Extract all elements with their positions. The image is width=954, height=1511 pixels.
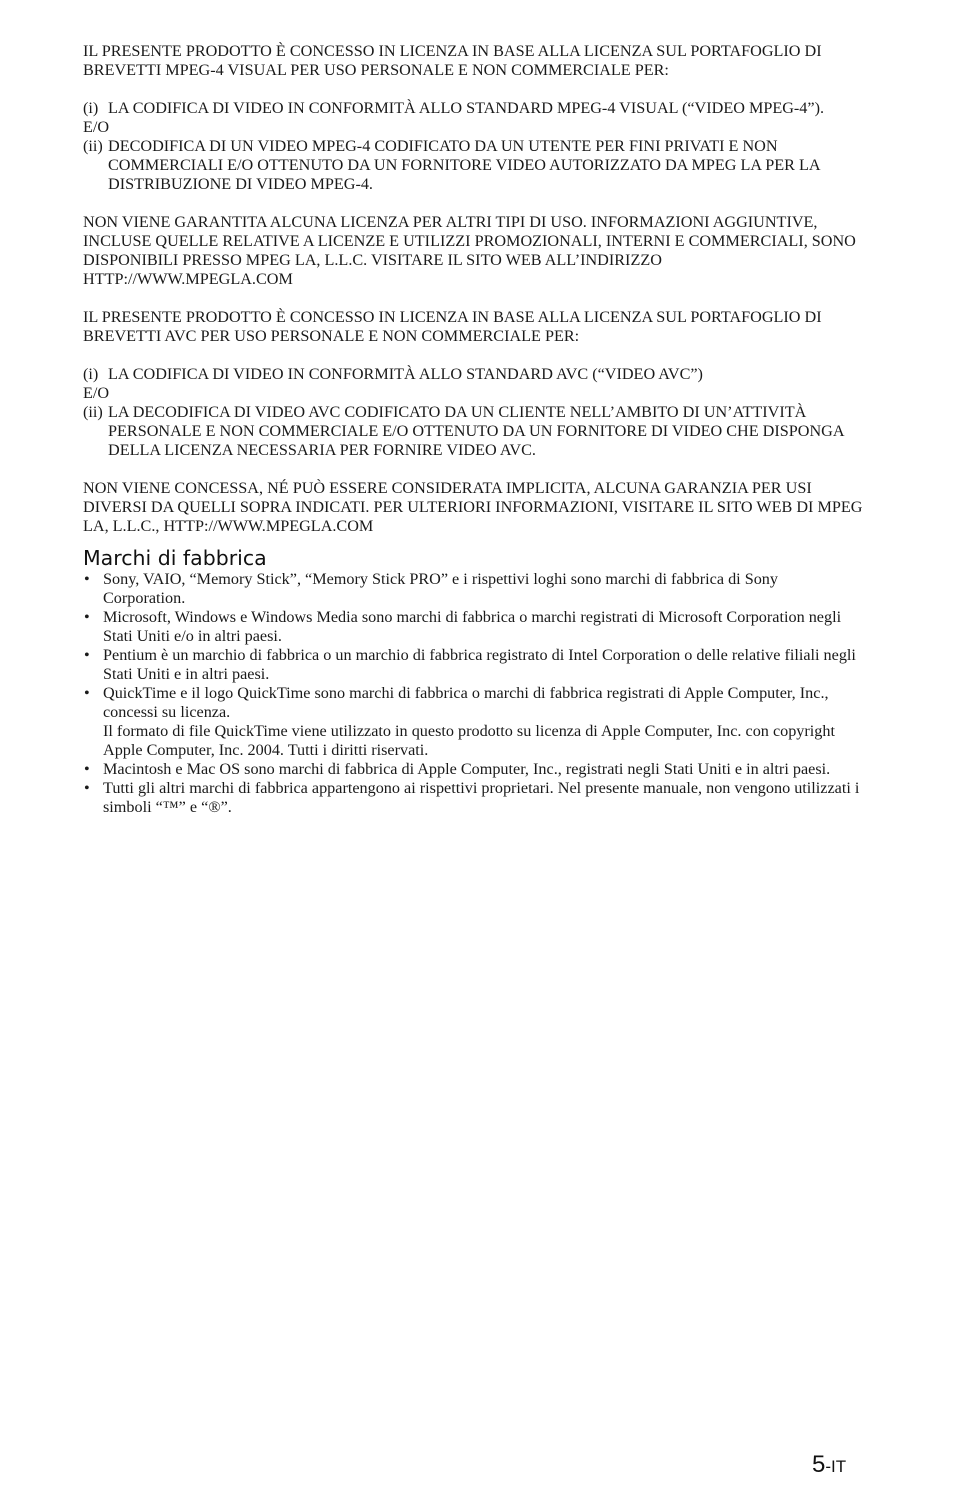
bullet-icon: • [84, 646, 90, 664]
mpeg4-license-item-1 [83, 99, 863, 118]
trademark-text-pentium: Pentium è un marchio di fabbrica o un marchio di fabbrica registrato di Intel Corporation o delle relative filiali negli Stati Uniti e in altri paesi. [103, 646, 856, 683]
bullet-icon: • [84, 608, 90, 626]
document-page [83, 42, 863, 817]
list-item [83, 608, 863, 646]
list-item [83, 760, 863, 779]
list-item [83, 779, 863, 817]
avc-or-label: E/O [83, 384, 110, 402]
trademark-text-sony: Sony, VAIO, “Memory Stick”, “Memory Stick PRO” e i rispettivi loghi sono marchi di fabbrica di Sony Corporation. [103, 570, 778, 607]
trademark-text-microsoft: Microsoft, Windows e Windows Media sono marchi di fabbrica o marchi registrati di Microsoft Corporation negli Stati Uniti e/o in altri paesi. [103, 608, 842, 645]
mpeg4-license-intro: IL PRESENTE PRODOTTO È CONCESSO IN LICENZA IN BASE ALLA LICENZA SUL PORTAFOGLIO DI BREVETTI MPEG-4 VISUAL PER USO PERSONALE E NON COMMERCIALE PER: [83, 42, 822, 79]
list-item [83, 684, 863, 760]
list-item [83, 570, 863, 608]
bullet-icon: • [84, 684, 90, 702]
mpeg4-license-notice: NON VIENE GARANTITA ALCUNA LICENZA PER ALTRI TIPI DI USO. INFORMAZIONI AGGIUNTIVE, INCLUSE QUELLE RELATIVE A LICENZE E UTILIZZI PROMOZIONALI, INTERNI E COMMERCIALI, SONO DISPONIBILI PRESSO MPEG LA, L.L.C. VISITARE IL SITO WEB ALL’INDIRIZZO HTTP://WWW.MPEGLA.COM [83, 213, 856, 288]
avc-license-notice: NON VIENE CONCESSA, NÉ PUÒ ESSERE CONSIDERATA IMPLICITA, ALCUNA GARANZIA PER USI DIVERSI DA QUELLI SOPRA INDICATI. PER ULTERIORI INFORMAZIONI, VISITARE IL SITO WEB DI MPEG LA, L.L.C., HTTP://WWW.MPEGLA.COM [83, 479, 863, 535]
bullet-icon: • [84, 760, 90, 778]
mpeg4-item-2-text: DECODIFICA DI UN VIDEO MPEG-4 CODIFICATO DA UN UTENTE PER FINI PRIVATI E NON COMMERCIALI E/O OTTENUTO DA UN FORNITORE VIDEO AUTORIZZATO DA MPEG LA PER LA DISTRIBUZIONE DI VIDEO MPEG-4. [108, 137, 820, 193]
list-item [83, 646, 863, 684]
page-number-suffix: -IT [825, 1457, 847, 1476]
mpeg4-item-1-marker: (i) [83, 99, 99, 117]
page-number [812, 1451, 846, 1479]
trademarks-list [83, 570, 863, 817]
bullet-icon: • [84, 570, 90, 588]
avc-license-intro: IL PRESENTE PRODOTTO È CONCESSO IN LICENZA IN BASE ALLA LICENZA SUL PORTAFOGLIO DI BREVETTI AVC PER USO PERSONALE E NON COMMERCIALE PER: [83, 308, 822, 345]
avc-license-item-1 [83, 365, 863, 384]
avc-license-item-2 [83, 403, 863, 460]
avc-item-1-marker: (i) [83, 365, 99, 383]
trademark-text-others: Tutti gli altri marchi di fabbrica appartengono ai rispettivi proprietari. Nel presente manuale, non vengono utilizzati i simboli “™” e “®”. [103, 779, 860, 816]
mpeg4-license-item-2 [83, 137, 863, 194]
trademark-text-quicktime-license: Il formato di file QuickTime viene utilizzato in questo prodotto su licenza di Apple Computer, Inc. con copyright Apple Computer, Inc. 2004. Tutti i diritti riservati. [103, 722, 835, 759]
avc-item-2-text: LA DECODIFICA DI VIDEO AVC CODIFICATO DA UN CLIENTE NELL’AMBITO DI UN’ATTIVITÀ PERSONALE E NON COMMERCIALE E/O OTTENUTO DA UN FORNITORE DI VIDEO CHE DISPONGA DELLA LICENZA NECESSARIA PER FORNIRE VIDEO AVC. [108, 403, 844, 459]
mpeg4-item-2-marker: (ii) [83, 137, 103, 155]
trademark-text-quicktime: QuickTime e il logo QuickTime sono marchi di fabbrica o marchi di fabbrica registrati di Apple Computer, Inc., concessi su licenza. [103, 684, 829, 721]
avc-item-2-marker: (ii) [83, 403, 103, 421]
mpeg4-item-1-text: LA CODIFICA DI VIDEO IN CONFORMITÀ ALLO STANDARD MPEG-4 VISUAL (“VIDEO MPEG-4”). [108, 99, 825, 117]
mpeg4-or-label: E/O [83, 118, 110, 136]
trademark-text-macintosh: Macintosh e Mac OS sono marchi di fabbrica di Apple Computer, Inc., registrati negli Stati Uniti e in altri paesi. [103, 760, 831, 778]
avc-item-1-text: LA CODIFICA DI VIDEO IN CONFORMITÀ ALLO STANDARD AVC (“VIDEO AVC”) [108, 365, 703, 383]
trademarks-heading: Marchi di fabbrica [83, 546, 267, 570]
bullet-icon: • [84, 779, 90, 797]
page-number-value: 5 [812, 1451, 826, 1478]
